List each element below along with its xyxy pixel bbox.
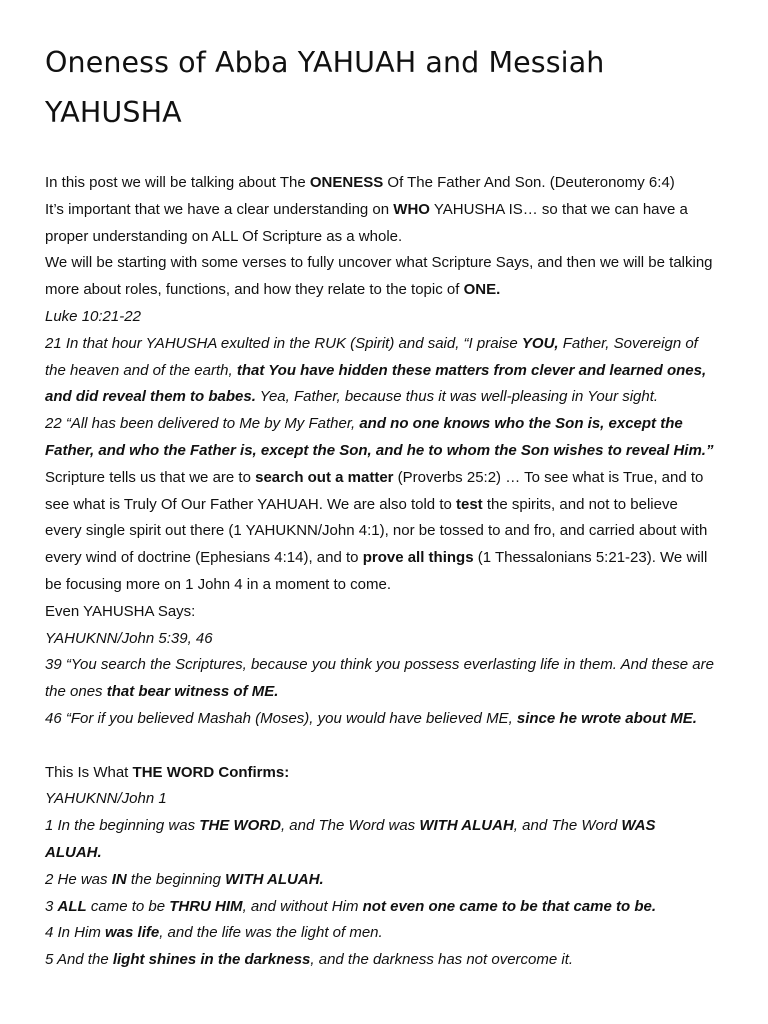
text-line (45, 545, 735, 572)
text-segment: YAHUKNN/John 1 (45, 790, 167, 808)
page-title (45, 0, 735, 138)
text-segment: YAHUKNN/John 5:39, 46 (45, 629, 213, 647)
bold-text: that You have hidden these matters from clever and learned ones, (236, 361, 707, 379)
text-line (45, 518, 735, 545)
title-line-2: YAHUSHA (45, 96, 182, 129)
text-segment: the ones (45, 683, 107, 701)
bold-text: prove all things (362, 549, 474, 567)
text-segment: YAHUSHA IS… so that we can have a (429, 200, 688, 218)
text-segment: more about roles, functions, and how they relate to the topic of (45, 281, 464, 299)
text-line (45, 465, 735, 492)
text-segment: In this post we will be talking about The (45, 174, 310, 191)
text-line (45, 384, 735, 411)
text-line (45, 840, 735, 867)
bold-text: ALL (57, 897, 87, 915)
bold-text: WAS (621, 817, 656, 835)
text-segment: see what is Truly Of Our Father YAHUAH. We are also told to (45, 495, 456, 513)
text-segment: Of The Father And Son. (Deuteronomy 6:4) (383, 174, 675, 191)
text-segment: This Is What (45, 763, 133, 781)
bold-text: since he wrote about ME. (516, 709, 697, 727)
text-line (45, 197, 735, 224)
text-segment: 21 In that hour YAHUSHA exulted in the RUK (Spirit) and said, “I praise (45, 334, 522, 352)
text-line (45, 492, 735, 519)
blank-line (45, 733, 735, 760)
text-segment: 3 (45, 897, 58, 915)
text-segment: the spirits, and not to believe (482, 495, 678, 513)
text-segment: (Proverbs 25:2) … To see what is True, and to (393, 468, 704, 486)
text-segment: 22 “All has been delivered to Me by My Father, (45, 415, 360, 433)
bold-text: THE WORD Confirms: (132, 763, 290, 781)
text-line (45, 786, 735, 813)
text-line (45, 304, 735, 331)
text-line (45, 331, 735, 358)
text-segment: 46 “For if you believed Mashah (Moses), you would have believed ME, (45, 709, 517, 727)
text-line (45, 358, 735, 385)
bold-text: THE WORD (199, 817, 281, 835)
text-segment: , and without Him (242, 897, 363, 915)
bold-text: search out a matter (255, 468, 394, 486)
article-body (45, 170, 735, 974)
text-line (45, 760, 735, 787)
text-segment: Yea, Father, because thus it was well-pleasing in Your sight. (255, 388, 659, 406)
text-segment: We will be starting with some verses to fully uncover what Scripture Says, and then we will be talking (45, 254, 713, 272)
bold-text: was life (105, 924, 160, 942)
text-segment: every wind of doctrine (Ephesians 4:14), and to (45, 549, 363, 567)
text-segment: Father, Sovereign of (558, 334, 698, 352)
text-segment: Scripture tells us that we are to (45, 468, 256, 486)
bold-text: WITH ALUAH. (225, 870, 324, 888)
bold-text: and did reveal them to babes. (45, 388, 256, 406)
text-line (45, 894, 735, 921)
text-line (45, 947, 735, 974)
text-segment: the heaven and of the earth, (45, 361, 237, 379)
bold-text: light shines in the darkness (112, 951, 311, 969)
bold-text: that bear witness of ME. (106, 683, 279, 701)
text-line (45, 411, 735, 438)
bold-text: THRU HIM (169, 897, 243, 915)
text-segment: be focusing more on 1 John 4 in a moment to come. (45, 575, 392, 593)
text-line (45, 438, 735, 465)
text-segment: 1 In the beginning was (45, 817, 200, 835)
text-segment: every single spirit out there (1 YAHUKNN/John 4:1), nor be tossed to and fro, and carried about with (45, 522, 708, 540)
text-segment: 4 In Him (45, 924, 106, 942)
text-line (45, 626, 735, 653)
text-segment: , and the darkness has not overcome it. (310, 951, 574, 969)
bold-text: ONE. (463, 281, 501, 299)
text-line (45, 679, 735, 706)
text-line (45, 813, 735, 840)
text-line (45, 170, 735, 197)
bold-text: WHO (393, 200, 430, 218)
text-line (45, 706, 735, 733)
text-segment: , and The Word was (280, 817, 420, 835)
text-line (45, 652, 735, 679)
bold-text: WITH ALUAH (419, 817, 514, 835)
bold-text: YOU, (521, 334, 559, 352)
text-segment: Luke 10:21-22 (45, 307, 141, 325)
bold-text: ALUAH. (45, 843, 102, 861)
title-line-1: Oneness of Abba YAHUAH and Messiah (45, 46, 605, 79)
text-segment: , and The Word (513, 817, 622, 835)
text-segment: Even YAHUSHA Says: (45, 602, 196, 620)
text-segment: 2 He was (45, 870, 112, 888)
text-segment: , and the life was the light of men. (159, 924, 383, 942)
bold-text: and no one knows who the Son is, except the (359, 415, 683, 433)
text-line (45, 867, 735, 894)
text-line (45, 277, 735, 304)
text-line (45, 224, 735, 251)
text-segment: came to be (86, 897, 170, 915)
text-segment: (1 Thessalonians 5:21-23). We will (473, 549, 708, 567)
text-line (45, 250, 735, 277)
text-line (45, 572, 735, 599)
text-segment: 39 “You search the Scriptures, because you think you possess everlasting life in them. And these are (45, 656, 714, 674)
text-segment: proper understanding on ALL Of Scripture as a whole. (45, 227, 403, 245)
document-page (45, 0, 735, 974)
text-segment: the beginning (126, 870, 226, 888)
text-segment: It’s important that we have a clear understanding on (45, 200, 394, 218)
text-segment: 5 And the (45, 951, 113, 969)
text-line (45, 920, 735, 947)
bold-text: not even one came to be that came to be. (362, 897, 657, 915)
text-line (45, 599, 735, 626)
bold-text: test (456, 495, 483, 513)
bold-text: IN (111, 870, 127, 888)
bold-text: Father, and who the Father is, except the Son, and he to whom the Son wishes to reveal Him.” (45, 441, 714, 459)
bold-text: ONENESS (309, 174, 384, 191)
